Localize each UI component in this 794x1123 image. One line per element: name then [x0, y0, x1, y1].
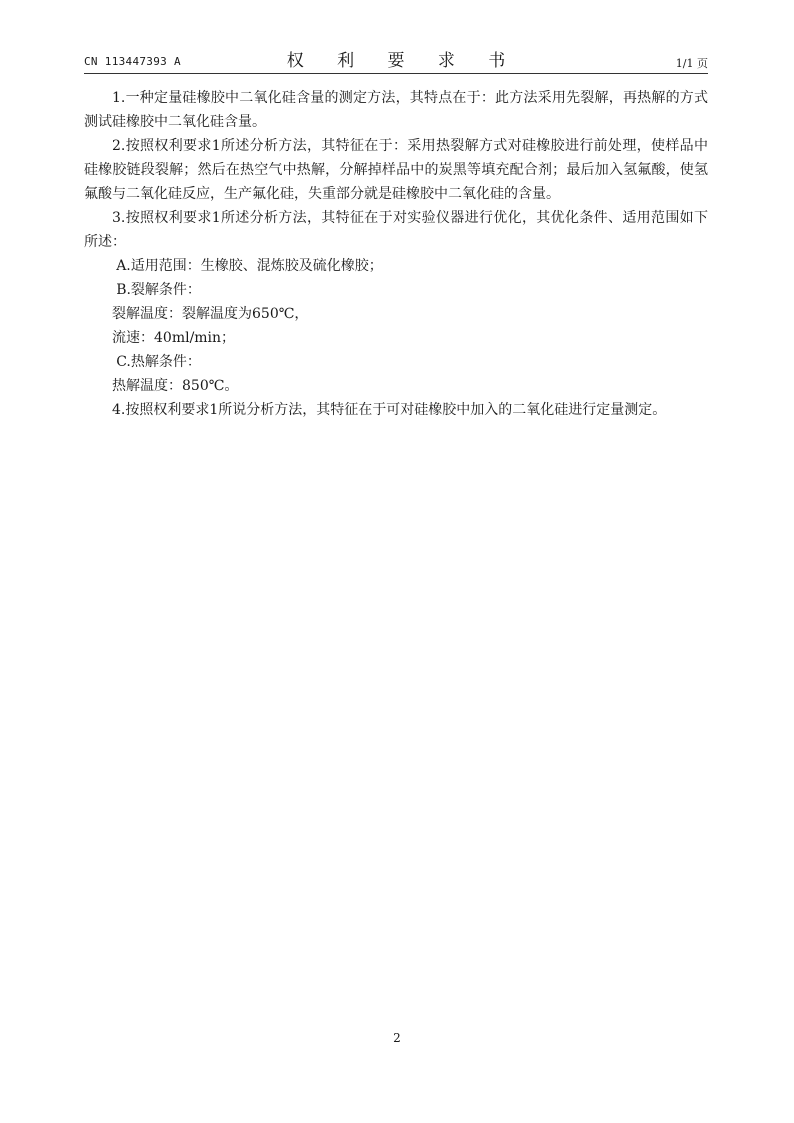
document-title: 权 利 要 求 书 [286, 51, 520, 71]
publication-number: CN 113447393 A [84, 55, 181, 68]
document-header [84, 44, 708, 72]
claim-2: 2.按照权利要求1所述分析方法，其特征在于：采用热裂解方式对硅橡胶进行前处理，使样品中硅橡胶链段裂解；然后在热空气中热解，分解掉样品中的炭黑等填充配合剂；最后加入氢氟酸，使氢氟酸与二氧化硅反应，生产氟化硅，失重部分就是硅橡胶中二氧化硅的含量。 [84, 138, 708, 202]
claim-1: 1.一种定量硅橡胶中二氧化硅含量的测定方法，其特点在于：此方法采用先裂解，再热解的方式测试硅橡胶中二氧化硅含量。 [84, 90, 708, 130]
page-number: 2 [393, 1031, 401, 1045]
claim-3-pyrolysis-temperature: 裂解温度：裂解温度为650℃， [112, 306, 309, 322]
claim-3-thermolysis-heading: C.热解条件： [116, 354, 201, 370]
page-indicator: 1/1 页 [675, 57, 708, 70]
claim-3-pyrolysis-heading: B.裂解条件： [116, 282, 201, 298]
claim-4: 4.按照权利要求1所说分析方法，其特征在于可对硅橡胶中加入的二氧化硅进行定量测定。 [112, 402, 667, 418]
claim-3: 3.按照权利要求1所述分析方法，其特征在于对实验仪器进行优化，其优化条件、适用范围如下所述： [84, 210, 708, 250]
claim-3-thermolysis-temperature: 热解温度：850℃。 [112, 378, 239, 394]
header-divider [84, 73, 708, 74]
claims-body [84, 86, 708, 422]
claim-3-flow-rate: 流速：40ml/min； [112, 330, 236, 346]
claim-3-scope: A.适用范围：生橡胶、混炼胶及硫化橡胶； [116, 258, 383, 274]
